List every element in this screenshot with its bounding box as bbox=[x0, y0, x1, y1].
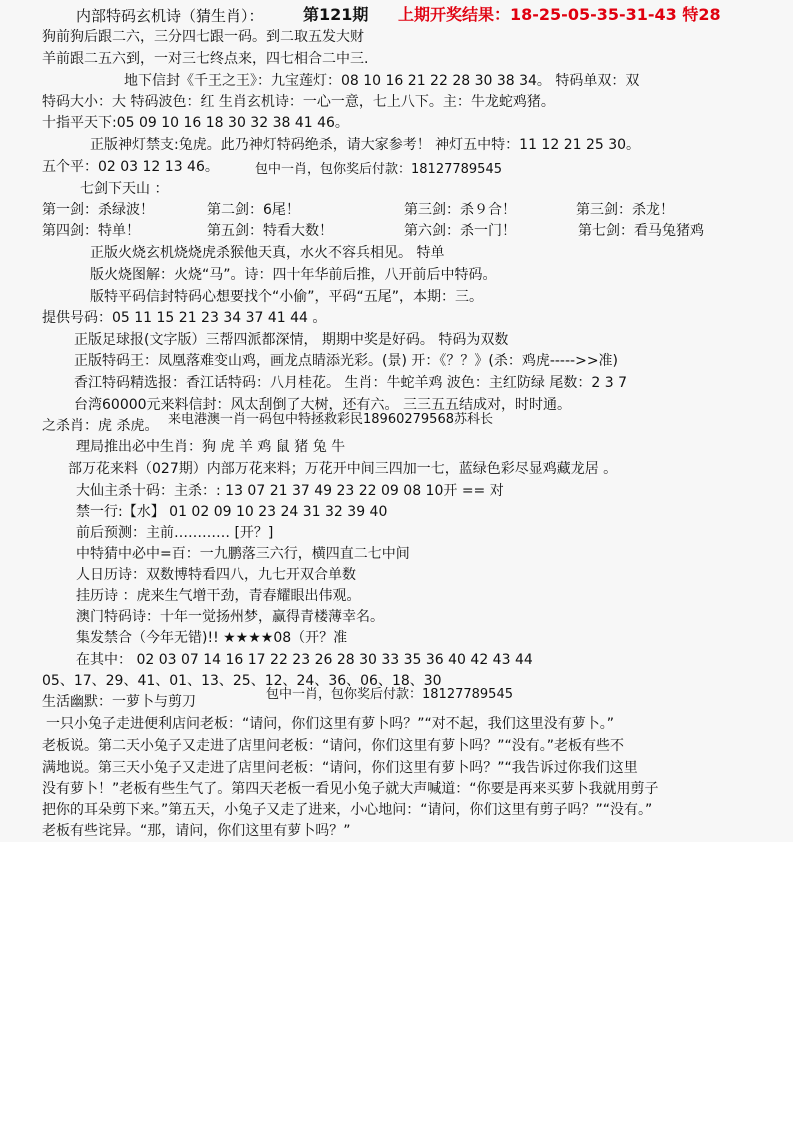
text-line: 大仙主杀十码：主杀：: 13 07 21 37 49 23 22 09 08 10开 == 对 bbox=[76, 483, 504, 499]
text-line: 把你的耳朵剪下来。”第五天，小兔子又走了进来，小心地问：“请问，你们这里有剪子吗？”“没有。” bbox=[42, 802, 653, 818]
swords-row-1 bbox=[0, 200, 793, 220]
text-line: 澳门特码诗：十年一觉扬州梦，赢得青楼薄幸名。 bbox=[76, 609, 384, 625]
text-line: 部万花来料（027期）内部万花来料；万花开中间三四加一七，蓝绿色彩尽显鸡藏龙居 。 bbox=[68, 461, 618, 477]
text-line: 禁一行:【水】 01 02 09 10 23 24 31 32 39 40 bbox=[76, 504, 388, 520]
contact-overlay: 包中一肖，包你奖后付款：18127789545 bbox=[266, 687, 513, 702]
text-line: 五个平：02 03 12 13 46。 bbox=[42, 159, 219, 175]
last-result: 上期开奖结果：18-25-05-35-31-43 特28 bbox=[398, 5, 721, 24]
text-line: 台湾60000元来料信封：风太刮倒了大树，还有六。 三三五五结成对，时时通。 bbox=[74, 397, 571, 413]
text-line: 没有萝卜！”老板有些生气了。第四天老板一看见小兔子就大声喊道：“你要是再来买萝卜我就用剪子 bbox=[42, 781, 659, 797]
text-line: 正版神灯禁支:兔虎。此乃神灯特码绝杀，请大家参考！ 神灯五中特：11 12 21 25 30。 bbox=[90, 137, 641, 153]
text-line: 前后预测：主前………… [开？] bbox=[76, 525, 274, 541]
text-line: 提供号码：05 11 15 21 23 34 37 41 44 。 bbox=[42, 310, 327, 326]
text-line: 挂历诗 ：虎来生气增干劲，青春耀眼出伟观。 bbox=[76, 588, 361, 604]
text-line: 集发禁合（今年无错)!! ★★★★08（开？准 bbox=[76, 630, 348, 646]
sword-item: 第六剑：杀一门！ bbox=[404, 223, 516, 239]
text-line: 香江特码精选报：香江话特码：八月桂花。 生肖：牛蛇羊鸡 波色：主红防绿 尾数：2 3 7 bbox=[74, 375, 627, 391]
text-line: 之杀肖：虎 杀虎。 bbox=[42, 418, 159, 434]
text-line: 正版火烧玄机烧烧虎杀猴他天真，水火不容兵相见。 特单 bbox=[90, 245, 445, 261]
sword-item: 第一剑：杀绿波！ bbox=[42, 202, 154, 218]
sword-item: 第七剑：看马兔猪鸡 bbox=[578, 223, 704, 239]
text-line: 十指平天下:05 09 10 16 18 30 32 38 41 46。 bbox=[42, 115, 349, 131]
text-line: 满地说。第三天小兔子又走进了店里问老板：“请问，你们这里有萝卜吗？”“我告诉过你我们这里 bbox=[42, 760, 638, 776]
poem-title: 内部特码玄机诗（猜生肖）： bbox=[76, 7, 264, 25]
swords-row-2 bbox=[0, 221, 793, 241]
text-line: 七剑下天山 ： bbox=[80, 181, 169, 197]
text-line: 中特猜中必中=百：一九鹏落三六行，横四直二七中间 bbox=[76, 546, 410, 562]
sword-item: 第三剑：杀９合！ bbox=[404, 202, 516, 218]
contact-overlay: 包中一肖，包你奖后付款：18127789545 bbox=[255, 162, 502, 177]
text-line: 一只小兔子走进便利店问老板：“请问，你们这里有萝卜吗？”“对不起，我们这里没有萝卜。” bbox=[46, 716, 615, 732]
sword-item: 第四剑：特单！ bbox=[42, 223, 140, 239]
text-line: 狗前狗后跟二六，三分四七跟一码。到二取五发大财 bbox=[42, 29, 364, 45]
sword-item: 第二剑：6尾！ bbox=[207, 202, 300, 218]
text-line: 老板说。第二天小兔子又走进了店里问老板：“请问，你们这里有萝卜吗？”“没有。”老板有些不 bbox=[42, 738, 625, 754]
text-line: 理局推出必中生肖：狗 虎 羊 鸡 鼠 猪 兔 牛 bbox=[76, 439, 346, 455]
text-line: 羊前跟二五六到，一对三七终点来，四七相合二中三. bbox=[42, 51, 369, 67]
text-line: 特码大小：大 特码波色：红 生肖玄机诗：一心一意，七上八下。主：牛龙蛇鸡猪。 bbox=[42, 94, 555, 110]
issue-number: 第121期 bbox=[303, 5, 369, 24]
text-line: 正版足球报(文字版）三帮四派都深情， 期期中奖是好码。 特码为双数 bbox=[74, 332, 509, 348]
contact-overlay: 来电港澳一肖一码包中特拯救彩民18960279568苏科长 bbox=[168, 412, 493, 427]
text-line: 版特平码信封特码心想要找个“小偷”，平码“五尾”，本期：三。 bbox=[90, 289, 484, 305]
sword-item: 第三剑：杀龙！ bbox=[576, 202, 674, 218]
text-line: 版火烧图解：火烧“马”。诗：四十年华前后推，八开前后中特码。 bbox=[90, 267, 497, 283]
text-line: 老板有些诧异。“那，请问，你们这里有萝卜吗？” bbox=[42, 823, 351, 839]
text-line: 正版特码王：凤凰落难变山鸡，画龙点睛添光彩。(景) 开：《？？》(杀：鸡虎----->>准) bbox=[74, 353, 619, 369]
text-line: 生活幽默：一萝卜与剪刀 bbox=[42, 694, 196, 710]
text-line: 人日历诗：双数博特看四八，九七开双合单数 bbox=[76, 567, 356, 583]
sword-item: 第五剑：特看大数！ bbox=[207, 223, 333, 239]
text-line: 05、17、29、41、01、13、25、12、24、36、06、18、30 bbox=[42, 673, 442, 689]
text-line: 在其中： 02 03 07 14 16 17 22 23 26 28 30 33 35 36 40 42 43 44 bbox=[76, 652, 533, 668]
text-line: 地下信封《千王之王》：九宝莲灯：08 10 16 21 22 28 30 38 34。 特码单双：双 bbox=[124, 73, 640, 89]
